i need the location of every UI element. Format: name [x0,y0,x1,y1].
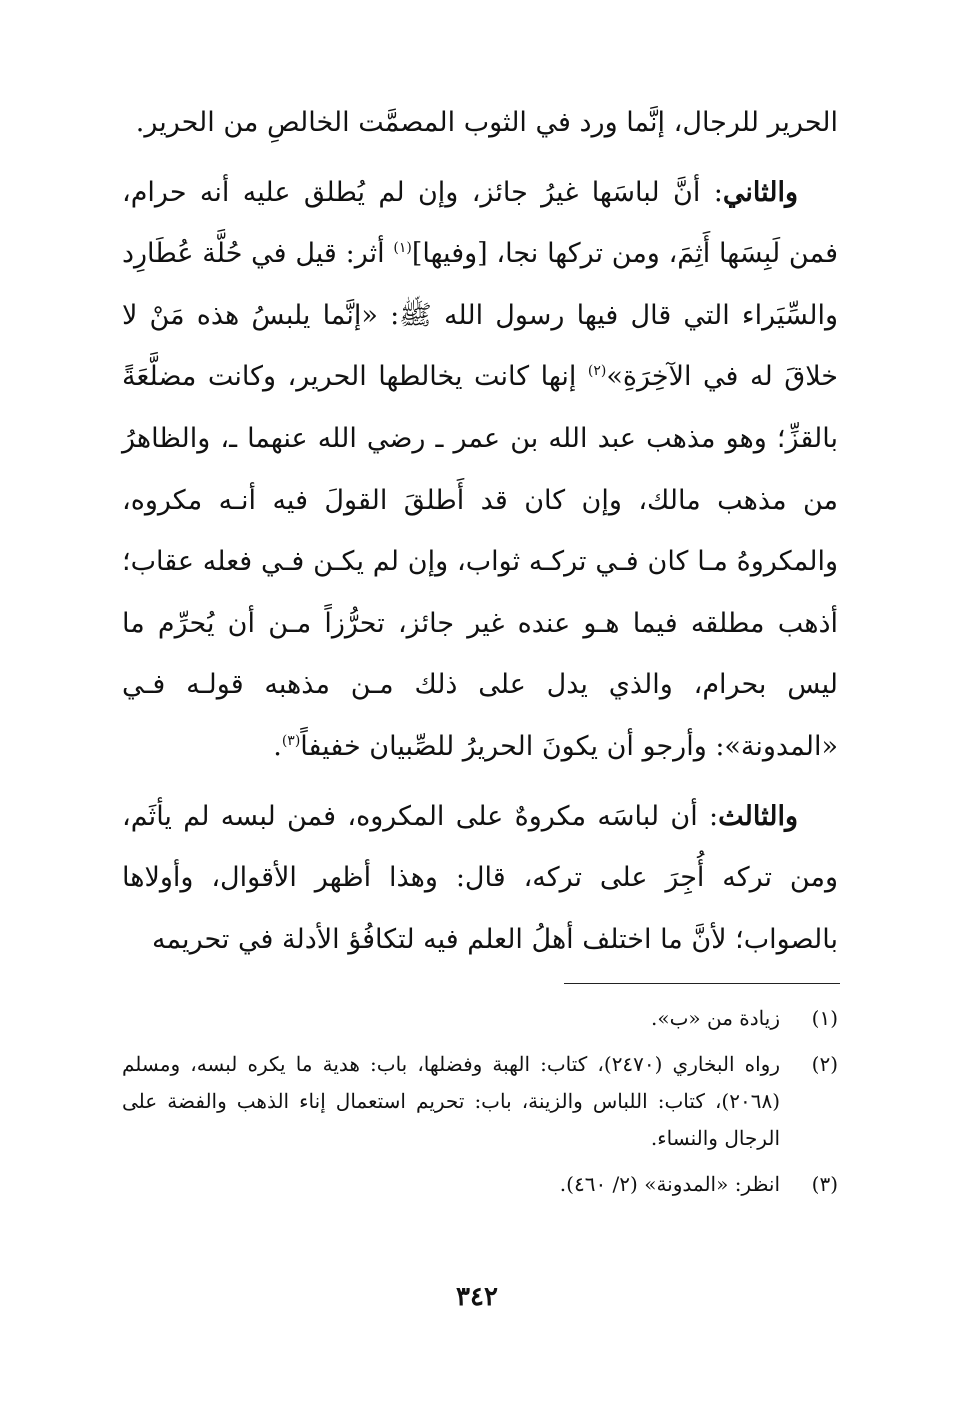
paragraph-1 [122,92,838,154]
paragraph-2-text-a: : أنَّ لباسَها غيرُ جائز، وإن لم يُطلق عليه أنه حرام، فمن لَبِسَها أَثِمَ، ومن تركها نجا، [وفيها] [122,176,838,270]
paragraph-2-lead: والثاني [722,176,798,208]
footnote-ref-2: (٢) [587,363,607,380]
body-text [122,92,838,970]
footnote-ref-3: (٣) [281,732,301,749]
paragraph-1-text: الحرير للرجال، إنَّما ورد في الثوب المصمَّت الخالصِ من الحرير. [135,107,838,138]
paragraph-3-text: : أن لباسَه مكروهٌ على المكروه، فمن لبسه لم يأثَم، ومن تركه أُجِرَ على تركه، قال: وهذا أظهر الأقوال، وأولاها بالصواب؛ لأنَّ ما اختلف أهلُ العلم فيه لتكافُؤ الأدلة في تحريمه [122,800,838,955]
footnotes [122,1000,838,1212]
footnote-1 [122,1000,838,1037]
footnote-ref-1: (١) [393,240,412,257]
main-text [122,92,838,970]
paragraph-2-text-b: أثر: قيل في حُلَّة عُطَارِد والسِّيَراء التي قال فيها رسول الله ﷺ: «إنَّما يلبسُ هذه مَنْ لا خلاقَ له في الآخِرَةِ» [122,238,838,393]
paragraph-2-text-d: . [273,730,282,762]
footnote-1-number: (١) [811,1006,838,1030]
footnote-2 [122,1046,838,1157]
footnote-3-text: انظر: «المدونة» (٢/ ٤٦٠). [559,1172,780,1196]
paragraph-2-text-c: إنها كانت يخالطها الحرير، وكانت مضلَّعَةً بالقزِّ؛ وهو مذهب عبد الله بن عمر ـ رضي الله عنهما ـ، والظاهرُ من مذهب مالك، وإن كان قد أَطلقَ القولَ فيه أنـه مكروه، والمكروهُ مـا كان فـي تركـه ثواب، وإن لم يكـن فـي فعله عقاب؛ أذهب مطلقه فيما هـو عنده غير جائز، تحرُّزاً مـن أن يُحرِّم ما ليس بحرام، والذي يدل على ذلك مـن مذهبه قولـه فـي «المدونة»: وأرجو أن يكونَ الحريرُ للصِّبيان خفيفاً [122,361,838,762]
page-number: ٣٤٢ [456,1282,498,1312]
paragraph-3-lead: والثالث [718,800,798,832]
footnote-2-number: (٢) [811,1052,838,1076]
footnote-3-number: (٣) [811,1172,838,1196]
footnote-3 [122,1166,838,1203]
footnote-2-text: رواه البخاري (٢٤٧٠)، كتاب: الهبة وفضلها، باب: هدية ما يكره لبسه، ومسلم (٢٠٦٨)، كتاب: اللباس والزينة، باب: تحريم استعمال إناء الذهب والفضة على الرجال والنساء. [122,1052,780,1150]
footnote-divider [564,983,840,984]
paragraph-2 [122,162,838,778]
footnote-1-text: زيادة من «ب». [650,1006,780,1030]
paragraph-3 [122,786,838,971]
